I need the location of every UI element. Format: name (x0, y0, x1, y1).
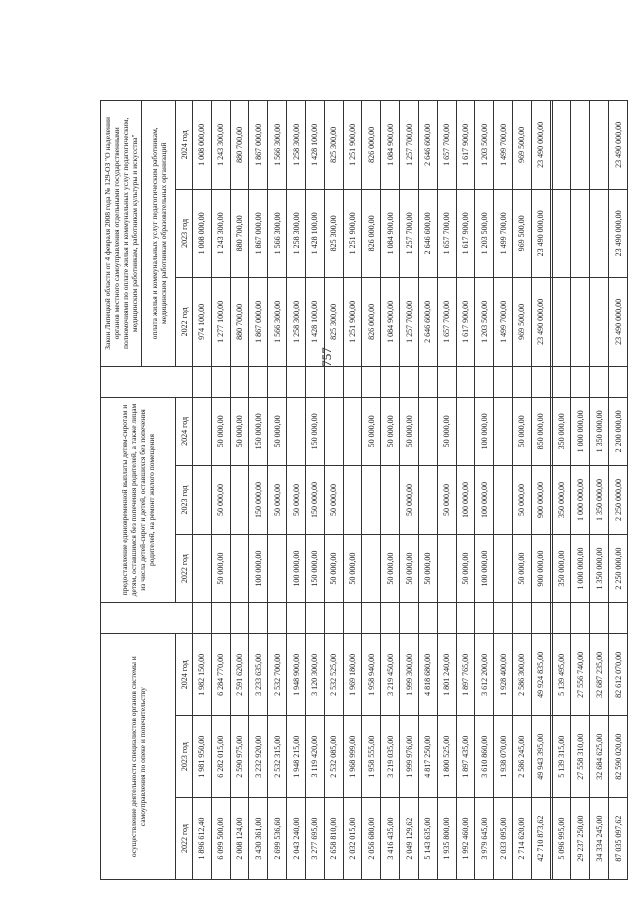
table-cell: 2 646 600,00 (418, 189, 437, 278)
table-cell: 2 699 536,60 (268, 798, 287, 880)
table-cell: 3 120 300,00 (305, 634, 324, 716)
table-cell: 2 056 680,00 (362, 798, 381, 880)
table-cell: 1 084 900,00 (381, 189, 400, 278)
spacer-cell (249, 603, 268, 634)
table-row (268, 101, 287, 880)
table-cell: 2 250 000,00 (609, 466, 628, 535)
table-cell: 825 300,00 (324, 189, 343, 278)
table-cell: 1 897 765,00 (456, 634, 475, 716)
table-cell: 2 586 245,00 (513, 716, 532, 798)
table-cell: 2 532 525,00 (324, 634, 343, 716)
table-row (437, 101, 456, 880)
spacer-cell (456, 603, 475, 634)
table-cell: 1 000 000,00 (571, 466, 590, 535)
table-row (400, 101, 419, 880)
table-cell (362, 466, 381, 535)
table-row (590, 101, 609, 880)
spacer-cell (475, 603, 494, 634)
page-number: 757 (319, 347, 334, 367)
table-cell (437, 534, 456, 603)
table-cell: 50 000,00 (324, 534, 343, 603)
table-cell: 1 008 000,00 (193, 101, 212, 190)
table-row (343, 101, 362, 880)
table-cell: 1 897 435,00 (456, 716, 475, 798)
spacer-cell (305, 603, 324, 634)
table-cell: 1 948 215,00 (287, 716, 306, 798)
spacer-cell (475, 366, 494, 397)
year-header: 2022 год (176, 278, 193, 367)
spacer-cell (362, 366, 381, 397)
table-cell: 1 982 150,00 (193, 634, 212, 716)
table-cell: 900 000,00 (531, 466, 550, 535)
table-cell: 825 300,00 (324, 278, 343, 367)
table-cell: 50 000,00 (513, 534, 532, 603)
table-cell: 1 428 100,00 (305, 101, 324, 190)
year-header: 2023 год (176, 716, 193, 798)
table-cell: 1 948 900,00 (287, 634, 306, 716)
year-header: 2024 год (176, 101, 193, 190)
spacer-cell (531, 366, 550, 397)
spacer-cell (287, 603, 306, 634)
table-cell (268, 534, 287, 603)
table-cell (590, 101, 609, 190)
table-cell: 3 219 450,00 (381, 634, 400, 716)
table-cell (287, 397, 306, 466)
table-cell: 880 700,00 (230, 278, 249, 367)
spacer-cell (418, 366, 437, 397)
table-cell: 1 257 700,00 (400, 101, 419, 190)
table-row (418, 101, 437, 880)
table-cell: 150 000,00 (305, 397, 324, 466)
table-cell: 2 586 300,00 (513, 634, 532, 716)
table-cell: 969 500,00 (513, 101, 532, 190)
section-header-guardianship: осуществление деятельности специалистов органов системы и самоуправления по опеке и попечительству (101, 634, 176, 880)
table-row (531, 101, 550, 880)
table-cell: 1 617 900,00 (456, 189, 475, 278)
spacer-cell (494, 603, 513, 634)
table-row (475, 101, 494, 880)
table-cell: 1 968 999,00 (343, 716, 362, 798)
table-cell: 1 251 900,00 (343, 189, 362, 278)
table-cell: 150 000,00 (305, 466, 324, 535)
table-cell: 974 100,00 (193, 278, 212, 367)
table-cell: 1 992 460,00 (456, 798, 475, 880)
table-cell: 850 000,00 (531, 397, 550, 466)
spacer-cell (531, 603, 550, 634)
year-header: 2022 год (176, 534, 193, 603)
table-cell: 50 000,00 (362, 397, 381, 466)
table-cell: 3 219 035,00 (381, 716, 400, 798)
year-header: 2023 год (176, 189, 193, 278)
table-cell: 150 000,00 (249, 397, 268, 466)
table-cell (343, 466, 362, 535)
table-cell (456, 397, 475, 466)
table-cell: 100 000,00 (456, 466, 475, 535)
table-cell: 1 258 300,00 (287, 189, 306, 278)
table-cell: 2 591 620,00 (230, 634, 249, 716)
table-cell: 1 969 180,00 (343, 634, 362, 716)
spacer-cell (249, 366, 268, 397)
table-cell: 5 139 315,00 (552, 716, 571, 798)
table-row (571, 101, 590, 880)
table-cell: 27 556 740,00 (571, 634, 590, 716)
table-cell: 1 258 300,00 (287, 101, 306, 190)
table-cell: 29 237 250,00 (571, 798, 590, 880)
table-cell: 82 612 070,00 (609, 634, 628, 716)
budget-table (100, 100, 628, 880)
spacer-cell (305, 366, 324, 397)
table-cell: 3 610 860,00 (475, 716, 494, 798)
spacer-cell (362, 603, 381, 634)
table-cell: 3 277 695,00 (305, 798, 324, 880)
table-cell: 50 000,00 (381, 534, 400, 603)
table-cell: 5 139 495,00 (552, 634, 571, 716)
table-cell: 23 490 000,00 (609, 101, 628, 190)
spacer-cell (230, 366, 249, 397)
table-cell: 880 700,00 (230, 189, 249, 278)
table-cell: 826 000,00 (362, 278, 381, 367)
table-cell: 826 000,00 (362, 101, 381, 190)
table-cell: 50 000,00 (381, 397, 400, 466)
spacer-cell (381, 603, 400, 634)
table-cell (193, 397, 212, 466)
table-cell: 350 000,00 (552, 534, 571, 603)
spacer-cell (494, 366, 513, 397)
table-cell: 1 257 700,00 (400, 189, 419, 278)
table-row (494, 101, 513, 880)
table-cell: 1 896 612,40 (193, 798, 212, 880)
table-cell (324, 397, 343, 466)
table-cell: 49 943 395,00 (531, 716, 550, 798)
spacer-cell (287, 366, 306, 397)
table-cell: 50 000,00 (268, 397, 287, 466)
table-cell: 3 233 635,00 (249, 634, 268, 716)
table-cell (230, 534, 249, 603)
table-row (324, 101, 343, 880)
table-cell: 2 250 000,00 (609, 534, 628, 603)
table-cell: 50 000,00 (400, 466, 419, 535)
spacer-cell (437, 603, 456, 634)
table-cell: 969 500,00 (513, 189, 532, 278)
table-cell: 100 000,00 (475, 534, 494, 603)
table-cell: 1 203 500,00 (475, 189, 494, 278)
table-cell: 50 000,00 (268, 466, 287, 535)
table-cell (343, 397, 362, 466)
table-cell (590, 189, 609, 278)
table-cell: 1 499 700,00 (494, 101, 513, 190)
year-header: 2023 год (176, 466, 193, 535)
table-row (362, 101, 381, 880)
table-cell: 100 000,00 (287, 534, 306, 603)
table-row (287, 101, 306, 880)
section-header-utilities: оплата жилья и коммунальных услуг педагогическим работникам, медицинским работникам образовательных организаций (142, 101, 176, 367)
table-cell (571, 189, 590, 278)
table-cell: 1 428 100,00 (305, 278, 324, 367)
table-cell (381, 466, 400, 535)
table-cell: 350 000,00 (552, 397, 571, 466)
table-cell: 3 119 420,00 (305, 716, 324, 798)
table-cell: 1 277 100,00 (211, 278, 230, 367)
spacer-cell (552, 603, 571, 634)
table-cell: 1 566 300,00 (268, 278, 287, 367)
table-cell: 100 000,00 (475, 466, 494, 535)
table-cell: 100 000,00 (475, 397, 494, 466)
table-row (193, 101, 212, 880)
table-cell: 825 300,00 (324, 101, 343, 190)
table-cell: 6 099 500,00 (211, 798, 230, 880)
table-cell: 82 590 020,00 (609, 716, 628, 798)
table-cell: 50 000,00 (287, 466, 306, 535)
table-cell: 23 490 000,00 (609, 278, 628, 367)
table-cell: 49 924 835,00 (531, 634, 550, 716)
table-cell: 1 008 000,00 (193, 189, 212, 278)
table-cell: 50 000,00 (513, 397, 532, 466)
spacer-cell (400, 366, 419, 397)
table-cell: 42 710 873,62 (531, 798, 550, 880)
table-cell: 50 000,00 (456, 534, 475, 603)
table-cell: 2 200 000,00 (609, 397, 628, 466)
table-cell: 1 867 000,00 (249, 101, 268, 190)
spacer-cell (513, 603, 532, 634)
table-cell: 50 000,00 (418, 534, 437, 603)
table-cell: 2 532 315,00 (268, 716, 287, 798)
table-cell: 34 334 245,00 (590, 798, 609, 880)
table-cell (193, 466, 212, 535)
spacer-cell (381, 366, 400, 397)
table-cell: 5 143 635,00 (418, 798, 437, 880)
table-cell: 1 203 500,00 (475, 278, 494, 367)
table-cell (193, 534, 212, 603)
table-cell: 1 257 700,00 (400, 278, 419, 367)
table-cell (230, 466, 249, 535)
table-cell: 50 000,00 (513, 466, 532, 535)
table-cell: 2 032 015,00 (343, 798, 362, 880)
year-header: 2024 год (176, 397, 193, 466)
table-cell: 1 350 000,00 (590, 466, 609, 535)
table-cell: 50 000,00 (211, 397, 230, 466)
table-cell: 23 490 000,00 (531, 189, 550, 278)
table-cell: 1 428 100,00 (305, 189, 324, 278)
spacer-cell (609, 603, 628, 634)
table-row (456, 101, 475, 880)
table-cell: 1 958 940,00 (362, 634, 381, 716)
table-row (609, 101, 628, 880)
table-cell: 1 499 700,00 (494, 278, 513, 367)
table-cell (494, 466, 513, 535)
table-cell: 2 646 600,00 (418, 278, 437, 367)
table-cell: 50 000,00 (400, 397, 419, 466)
table-cell: 1 657 700,00 (437, 189, 456, 278)
spacer-cell (211, 366, 230, 397)
table-cell: 2 049 129,62 (400, 798, 419, 880)
table-cell: 2 033 095,00 (494, 798, 513, 880)
table-cell (362, 534, 381, 603)
table-cell (552, 189, 571, 278)
table-cell: 3 430 361,00 (249, 798, 268, 880)
table-cell: 350 000,00 (552, 466, 571, 535)
table-cell: 4 818 680,00 (418, 634, 437, 716)
table-cell: 32 687 235,00 (590, 634, 609, 716)
table-cell: 1 251 900,00 (343, 101, 362, 190)
table-cell: 1 243 300,00 (211, 101, 230, 190)
spacer-cell (343, 366, 362, 397)
rotated-table-sheet (100, 100, 628, 880)
table-cell: 6 284 770,00 (211, 634, 230, 716)
spacer-cell (268, 603, 287, 634)
table-cell: 1 999 976,00 (400, 716, 419, 798)
table-cell: 1 801 240,00 (437, 634, 456, 716)
table-cell: 50 000,00 (343, 534, 362, 603)
table-cell: 4 817 250,00 (418, 716, 437, 798)
table-cell: 3 416 435,00 (381, 798, 400, 880)
spacer-cell (552, 366, 571, 397)
spacer-cell (590, 603, 609, 634)
table-cell: 150 000,00 (305, 534, 324, 603)
table-cell: 826 000,00 (362, 189, 381, 278)
table-cell: 1 243 300,00 (211, 189, 230, 278)
spacer-cell (590, 366, 609, 397)
table-cell: 1 928 400,00 (494, 634, 513, 716)
table-body (193, 101, 628, 880)
table-cell: 900 000,00 (531, 534, 550, 603)
table-cell: 1 657 700,00 (437, 101, 456, 190)
table-cell: 50 000,00 (437, 397, 456, 466)
spacer-cell (324, 366, 343, 397)
table-row (230, 101, 249, 880)
table-cell: 1 000 000,00 (571, 534, 590, 603)
spacer-cell (343, 603, 362, 634)
spacer-cell (571, 603, 590, 634)
table-cell: 50 000,00 (211, 466, 230, 535)
table-row (381, 101, 400, 880)
section-header-law: Закон Липецкой области от 4 февраля 2008 года № 129-ОЗ "О наделении органов местного самоуправления отдельными государственными полномочиями по оплате жилья и коммунальных услуг педагогическим, медицинским работникам, работникам культуры и искусства" (101, 101, 142, 367)
spacer-cell (456, 366, 475, 397)
table-cell: 87 035 097,62 (609, 798, 628, 880)
table-cell: 2 714 620,00 (513, 798, 532, 880)
table-cell: 1 617 900,00 (456, 278, 475, 367)
table-cell: 3 232 920,00 (249, 716, 268, 798)
table-row (305, 101, 324, 880)
table-cell: 3 612 200,00 (475, 634, 494, 716)
table-cell: 50 000,00 (324, 466, 343, 535)
table-row (249, 101, 268, 880)
table-cell: 1 935 800,00 (437, 798, 456, 880)
table-cell (552, 278, 571, 367)
table-cell: 1 203 500,00 (475, 101, 494, 190)
table-cell: 1 867 000,00 (249, 189, 268, 278)
table-cell: 1 617 900,00 (456, 101, 475, 190)
table-cell (494, 397, 513, 466)
table-row (211, 101, 230, 880)
spacer-cell (609, 366, 628, 397)
section-header-orphans-housing: предоставление единовременной выплаты детям-сиротам и детям, оставшимся без попечения родителей, а также лицам из числа детей-сирот и детей, оставшихся без попечения родителей, на ремонт жилого помещения (101, 397, 176, 603)
table-cell: 1 938 070,00 (494, 716, 513, 798)
table-cell (494, 534, 513, 603)
spacer-cell (571, 366, 590, 397)
table-cell: 2 532 700,00 (268, 634, 287, 716)
table-cell: 1 566 300,00 (268, 189, 287, 278)
table-cell: 880 700,00 (230, 101, 249, 190)
table-cell: 1 084 900,00 (381, 101, 400, 190)
table-cell: 50 000,00 (230, 397, 249, 466)
table-cell: 3 979 645,00 (475, 798, 494, 880)
spacer-cell (418, 603, 437, 634)
table-cell: 50 000,00 (437, 466, 456, 535)
spacer-cell (230, 603, 249, 634)
table-cell: 1 350 000,00 (590, 397, 609, 466)
table-cell: 100 000,00 (249, 534, 268, 603)
table-cell: 6 282 015,00 (211, 716, 230, 798)
spacer-cell (268, 366, 287, 397)
table-cell: 1 000 000,00 (571, 397, 590, 466)
table-cell: 1 958 555,00 (362, 716, 381, 798)
spacer-cell (193, 603, 212, 634)
table-cell: 1 251 900,00 (343, 278, 362, 367)
spacer-cell (400, 603, 419, 634)
table-cell: 1 867 000,00 (249, 278, 268, 367)
spacer-cell (324, 603, 343, 634)
table-cell: 1 258 300,00 (287, 278, 306, 367)
table-cell: 2 646 600,00 (418, 101, 437, 190)
table-cell: 1 657 700,00 (437, 278, 456, 367)
table-cell: 2 590 975,00 (230, 716, 249, 798)
table-cell: 2 043 240,00 (287, 798, 306, 880)
table-cell: 50 000,00 (400, 534, 419, 603)
table-cell (418, 466, 437, 535)
table-cell: 2 008 124,00 (230, 798, 249, 880)
table-cell: 150 000,00 (249, 466, 268, 535)
table-cell: 23 490 000,00 (531, 101, 550, 190)
table-row (552, 101, 571, 880)
table-cell (571, 101, 590, 190)
table-cell (418, 397, 437, 466)
table-cell (552, 101, 571, 190)
table-cell: 1 800 525,00 (437, 716, 456, 798)
table-cell: 1 999 300,00 (400, 634, 419, 716)
table-cell: 27 558 310,00 (571, 716, 590, 798)
table-row (513, 101, 532, 880)
table-cell: 1 499 700,00 (494, 189, 513, 278)
table-cell: 2 532 085,00 (324, 716, 343, 798)
spacer-cell (193, 366, 212, 397)
table-cell: 1 084 900,00 (381, 278, 400, 367)
table-cell (590, 278, 609, 367)
year-header: 2022 год (176, 798, 193, 880)
year-header: 2024 год (176, 634, 193, 716)
table-cell: 50 000,00 (211, 534, 230, 603)
table-cell: 1 981 950,00 (193, 716, 212, 798)
table-cell: 23 490 000,00 (609, 189, 628, 278)
table-cell: 2 658 810,00 (324, 798, 343, 880)
table-cell: 32 684 625,00 (590, 716, 609, 798)
spacer-cell (513, 366, 532, 397)
spacer-cell (211, 603, 230, 634)
table-cell: 5 096 995,00 (552, 798, 571, 880)
table-cell: 23 490 000,00 (531, 278, 550, 367)
table-cell (571, 278, 590, 367)
table-cell: 969 500,00 (513, 278, 532, 367)
spacer-cell (437, 366, 456, 397)
table-cell: 1 566 300,00 (268, 101, 287, 190)
table-cell: 1 350 000,00 (590, 534, 609, 603)
